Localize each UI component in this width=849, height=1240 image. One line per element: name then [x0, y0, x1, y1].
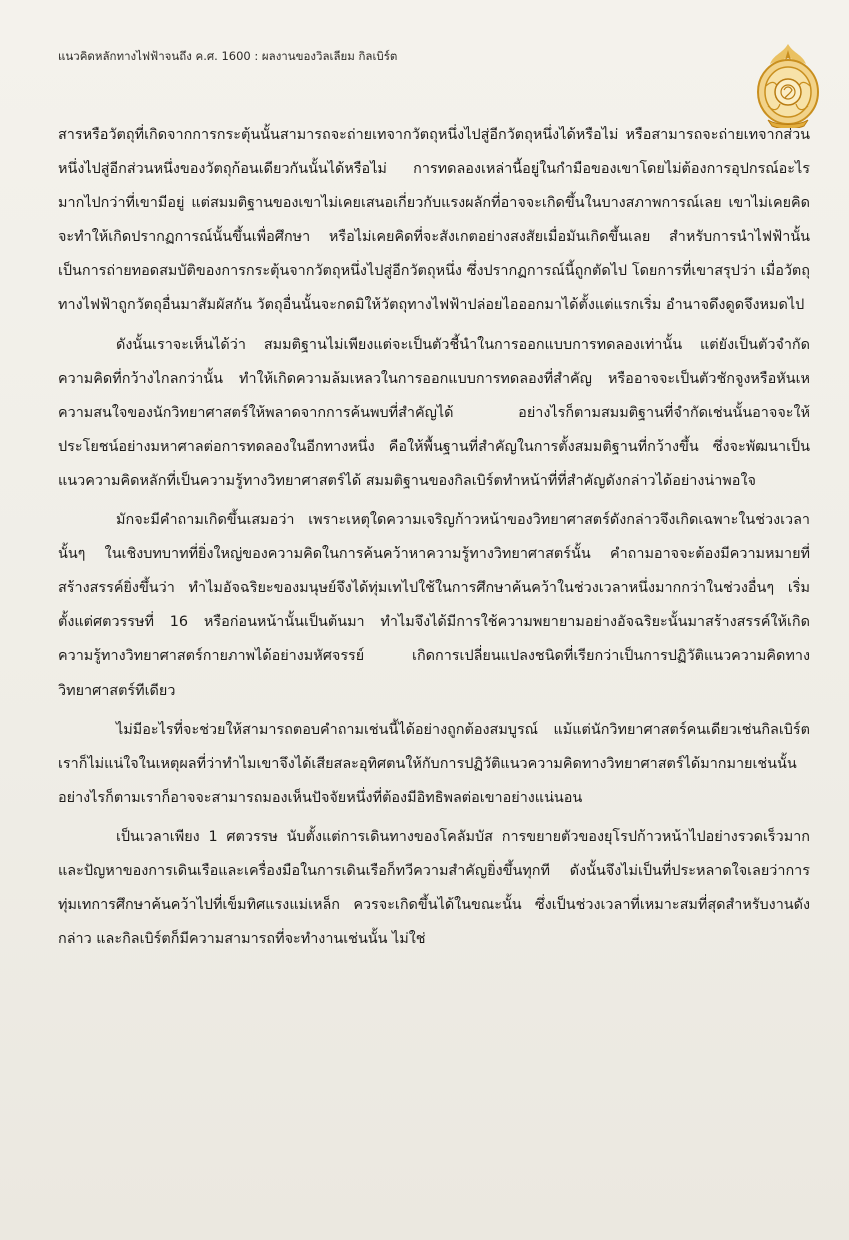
paragraph-3: มักจะมีคำถามเกิดขึ้นเสมอว่า เพราะเหตุใดความเจริญก้าวหน้าของวิทยาศาสตร์ดังกล่าวจึงเกิดเฉพาะในช่วงเวลานั้นๆ ในเชิงบทบาทที่ยิ่งใหญ่ของความคิดในการค้นคว้าหาความรู้ทางวิทยาศาสตร์นั้น คำถามอาจจะต้องมีความหมายที่สร้างสรรค์ยิ่งขึ้นว่า ทำไมอัจฉริยะของมนุษย์จึงได้ทุ่มเทไปใช้ในการศึกษาค้นคว้าในช่วงเวลาหนึ่งมากกว่าในช่วงอื่นๆ เริ่มตั้งแต่ศตวรรษที่ 16 หรือก่อนหน้านั้นเป็นต้นมา ทำไมจึงได้มีการใช้ความพยายามอย่างอัจฉริยะนั้นมาสร้างสรรค์ให้เกิดความรู้ทางวิทยาศาสตร์กายภาพได้อย่างมหัศจรรย์ เกิดการเปลี่ยนแปลงชนิดที่เรียกว่าเป็นการปฏิวัติแนวความคิดทางวิทยาศาสตร์ทีเดียว: [58, 512, 810, 699]
running-header: แนวคิดหลักทางไฟฟ้าจนถึง ค.ศ. 1600 : ผลงานของวิลเลียม กิลเบิร์ต: [58, 49, 398, 63]
paragraph-2: ดังนั้นเราจะเห็นได้ว่า สมมติฐานไม่เพียงแต่จะเป็นตัวชี้นำในการออกแบบการทดลองเท่านั้น แต่ยังเป็นตัวจำกัดความคิดที่กว้างไกลกว่านั้น ทำให้เกิดความล้มเหลวในการออกแบบการทดลองที่สำคัญ หรืออาจจะเป็นตัวชักจูงหรือหันเหความสนใจของนักวิทยาศาสตร์ให้พลาดจากการค้นพบที่สำคัญได้ อย่างไรก็ตามสมมติฐานที่จำกัดเช่นนั้นอาจจะให้ประโยชน์อย่างมหาศาลต่อการทดลองในอีกทางหนึ่ง คือให้พื้นฐานที่สำคัญในการตั้งสมมติฐานที่กว้างขึ้น ซึ่งจะพัฒนาเป็นแนวความคิดหลักที่เป็นความรู้ทางวิทยาศาสตร์ได้ สมมติฐานของกิลเบิร์ตทำหน้าที่ที่สำคัญดังกล่าวได้อย่างน่าพอใจ: [58, 336, 810, 489]
royal-seal-emblem-icon: [752, 40, 824, 128]
body-text: [58, 118, 810, 961]
paragraph-4: ไม่มีอะไรที่จะช่วยให้สามารถตอบคำถามเช่นนี้ได้อย่างถูกต้องสมบูรณ์ แม้แต่นักวิทยาศาสตร์คนเดียวเช่นกิลเบิร์ต เราก็ไม่แน่ใจในเหตุผลที่ว่าทำไมเขาจึงได้เสียสละอุทิศตนให้กับการปฏิวัติแนวความคิดทางวิทยาศาสตร์ได้มากมายเช่นนั้น อย่างไรก็ตามเราก็อาจจะสามารถมองเห็นปัจจัยหนึ่งที่ต้องมีอิทธิพลต่อเขาอย่างแน่นอน: [58, 721, 810, 806]
paragraph-5: เป็นเวลาเพียง 1 ศตวรรษ นับตั้งแต่การเดินทางของโคลัมบัส การขยายตัวของยุโรปก้าวหน้าไปอย่างรวดเร็วมาก และปัญหาของการเดินเรือและเครื่องมือในการเดินเรือก็ทวีความสำคัญยิ่งขึ้นทุกที ดังนั้นจึงไม่เป็นที่ประหลาดใจเลยว่าการทุ่มเทการศึกษาค้นคว้าไปที่เข็มทิศแรงแม่เหล็ก ควรจะเกิดขึ้นได้ในขณะนั้น ซึ่งเป็นช่วงเวลาที่เหมาะสมที่สุดสำหรับงานดังกล่าว และกิลเบิร์ตก็มีความสามารถที่จะทำงานเช่นนั้น ไม่ใช่: [58, 828, 810, 948]
paragraph-1: สารหรือวัตถุที่เกิดจากการกระตุ้นนั้นสามารถจะถ่ายเทจากวัตถุหนึ่งไปสู่อีกวัตถุหนึ่งได้หรือไม่ หรือสามารถจะถ่ายเทจากส่วนหนึ่งไปสู่อีกส่วนหนึ่งของวัตถุก้อนเดียวกันนั้นได้หรือไม่ การทดลองเหล่านี้อยู่ในกำมือของเขาโดยไม่ต้องการอุปกรณ์อะไรมากไปกว่าที่เขามีอยู่ แต่สมมติฐานของเขาไม่เคยเสนอเกี่ยวกับแรงผลักที่อาจจะเกิดขึ้นในบางสภาพการณ์เลย เขาไม่เคยคิดจะทำให้เกิดปรากฏการณ์นั้นขึ้นเพื่อศึกษา หรือไม่เคยคิดที่จะสังเกตอย่างสงสัยเมื่อมันเกิดขึ้นเลย สำหรับการนำไฟฟ้านั้นเป็นการถ่ายทอดสมบัติของการกระตุ้นจากวัตถุหนึ่งไปสู่อีกวัตถุหนึ่ง ซึ่งปรากฏการณ์นี้ถูกตัดไป โดยการที่เขาสรุปว่า เมื่อวัตถุทางไฟฟ้าถูกวัตถุอื่นมาสัมผัสกัน วัตถุอื่นนั้นจะกดมิให้วัตถุทางไฟฟ้าปล่อยไอออกมาได้ตั้งแต่แรกเริ่ม อำนาจดึงดูดจึงหมดไป: [58, 127, 810, 314]
